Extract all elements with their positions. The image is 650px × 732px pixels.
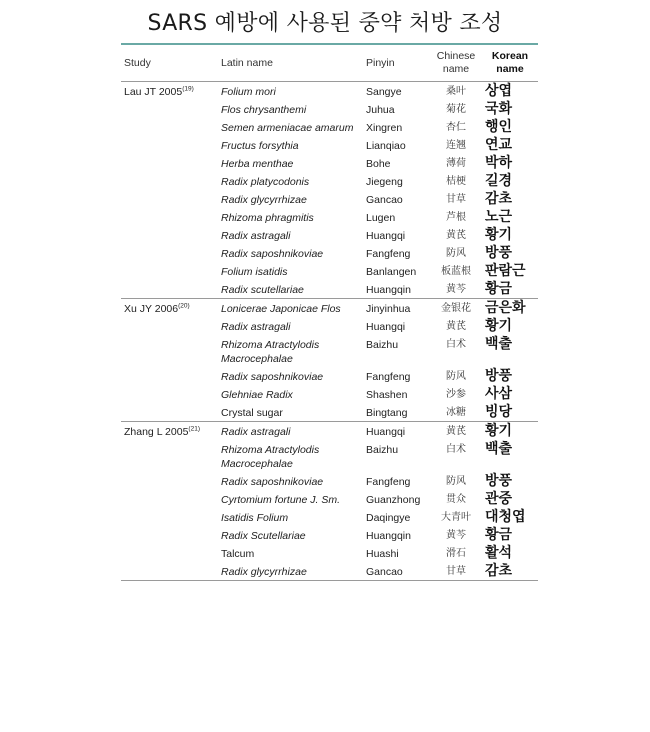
- study-cell: [121, 136, 218, 154]
- table-row: [121, 562, 538, 581]
- table-row: [121, 422, 538, 441]
- korean-name-cell: 행인: [485, 119, 513, 135]
- korean-name-cell: 관중: [485, 491, 513, 507]
- table-row: [121, 385, 538, 403]
- chinese-name-cell: 黄芩: [446, 284, 466, 295]
- chinese-name-cell: 桑叶: [430, 82, 482, 101]
- korean-name-cell: 백출: [485, 336, 513, 352]
- table-row: [121, 244, 538, 262]
- korean-name-cell: 빙당: [485, 404, 513, 420]
- header-korean-name: [482, 44, 538, 82]
- chinese-name-cell: 白术: [446, 444, 466, 455]
- study-cell: [121, 82, 218, 101]
- study-cell: [121, 367, 218, 385]
- table-row: [121, 208, 538, 226]
- herbal-formula-table: [121, 43, 538, 581]
- pinyin-cell: Baizhu: [366, 339, 399, 351]
- latin-name-cell: Radix glycyrrhizae: [218, 562, 363, 581]
- korean-name-cell: 황기: [485, 318, 513, 334]
- latin-name-cell: Radix astragali: [218, 422, 363, 441]
- latin-name-cell: Semen armeniacae amarum: [221, 122, 354, 134]
- table-body: [121, 82, 538, 581]
- korean-name-cell: 황기: [482, 422, 538, 441]
- table-row: [121, 100, 538, 118]
- table-row: [121, 118, 538, 136]
- chinese-name-cell: 黄芩: [446, 530, 466, 541]
- table-row: [121, 526, 538, 544]
- table-row: [121, 367, 538, 385]
- study-cell: [121, 208, 218, 226]
- study-name: Lau JT 2005: [124, 86, 183, 98]
- korean-name-cell: 판람근: [485, 263, 526, 279]
- korean-name-cell: 황금: [485, 527, 513, 543]
- korean-name-cell: 길경: [485, 173, 513, 189]
- table-row: [121, 172, 538, 190]
- study-cell: [121, 472, 218, 490]
- study-cell: [121, 280, 218, 299]
- study-reference: (21): [188, 425, 200, 433]
- header-study: Study: [124, 57, 151, 69]
- chinese-name-cell: 防风: [446, 248, 466, 259]
- pinyin-cell: Fangfeng: [366, 248, 411, 260]
- chinese-name-cell: 杏仁: [446, 122, 466, 133]
- table-row: [121, 317, 538, 335]
- pinyin-cell: Huangqin: [366, 530, 411, 542]
- latin-name-cell: Radix astragali: [221, 230, 291, 242]
- header-chinese-name: [430, 44, 482, 82]
- table-row: [121, 490, 538, 508]
- korean-name-cell: 상엽: [482, 82, 538, 101]
- chinese-name-cell: 板蓝根: [441, 266, 471, 277]
- study-cell: [121, 262, 218, 280]
- study-cell: [121, 244, 218, 262]
- table-row: [121, 226, 538, 244]
- header-chinese-line1: Chinese: [436, 50, 476, 62]
- pinyin-cell: Sangye: [363, 82, 430, 101]
- pinyin-cell: Jinyinhua: [363, 299, 430, 318]
- korean-name-cell: 감초: [482, 562, 538, 581]
- table-row: [121, 280, 538, 299]
- table-row: [121, 472, 538, 490]
- chinese-name-cell: 冰糖: [446, 407, 466, 418]
- korean-name-cell: 사삼: [485, 386, 513, 402]
- chinese-name-cell: 薄荷: [446, 158, 466, 169]
- study-cell: [121, 562, 218, 581]
- chinese-name-cell: 连翘: [446, 140, 466, 151]
- chinese-name-cell: 黄芪: [446, 230, 466, 241]
- latin-name-cell: Radix glycyrrhizae: [221, 194, 307, 206]
- korean-name-cell: 연교: [485, 137, 513, 153]
- pinyin-cell: Jiegeng: [366, 176, 403, 188]
- latin-name-cell: Radix saposhnikoviae: [221, 476, 324, 488]
- pinyin-cell: Fangfeng: [366, 371, 411, 383]
- latin-name-cell: Glehniae Radix: [221, 389, 293, 401]
- korean-name-cell: 활석: [485, 545, 513, 561]
- korean-name-cell: 박하: [485, 155, 513, 171]
- table-row: [121, 335, 538, 367]
- study-cell: [121, 490, 218, 508]
- pinyin-cell: Huangqi: [366, 321, 406, 333]
- header-korean-line1: Korean: [491, 50, 529, 62]
- page-title: SARS 예방에 사용된 중약 처방 조성: [147, 11, 503, 36]
- study-cell: [121, 100, 218, 118]
- pinyin-cell: Bohe: [366, 158, 391, 170]
- study-cell: [121, 190, 218, 208]
- korean-name-cell: 금은화: [482, 299, 538, 318]
- pinyin-cell: Shashen: [366, 389, 408, 401]
- study-cell: [121, 526, 218, 544]
- latin-name-cell: Radix astragali: [221, 321, 291, 333]
- study-cell: [121, 440, 218, 472]
- pinyin-cell: Fangfeng: [366, 476, 411, 488]
- pinyin-cell: Banlangen: [366, 266, 417, 278]
- table-row: [121, 190, 538, 208]
- header-row: [121, 44, 538, 82]
- latin-name-cell: Isatidis Folium: [221, 512, 289, 524]
- table-header: [121, 44, 538, 82]
- study-cell: [121, 172, 218, 190]
- korean-name-cell: 백출: [485, 441, 513, 457]
- pinyin-cell: Huashi: [366, 548, 399, 560]
- chinese-name-cell: 防风: [446, 371, 466, 382]
- chinese-name-cell: 大青叶: [441, 512, 471, 523]
- pinyin-cell: Lugen: [366, 212, 396, 224]
- chinese-name-cell: 滑石: [446, 548, 466, 559]
- study-cell: [121, 403, 218, 422]
- korean-name-cell: 국화: [485, 101, 513, 117]
- korean-name-cell: 대청엽: [485, 509, 526, 525]
- study-reference: (19): [182, 85, 194, 93]
- latin-name-cell: Crystal sugar: [221, 407, 283, 419]
- study-cell: [121, 422, 218, 441]
- table-row: [121, 136, 538, 154]
- latin-name-cell: Rhizoma phragmitis: [221, 212, 314, 224]
- chinese-name-cell: 金银花: [430, 299, 482, 318]
- korean-name-cell: 황기: [485, 227, 513, 243]
- latin-name-cell: Folium isatidis: [221, 266, 288, 278]
- latin-name-cell: Folium mori: [218, 82, 363, 101]
- chinese-name-cell: 防风: [446, 476, 466, 487]
- study-cell: [121, 508, 218, 526]
- korean-name-cell: 방풍: [485, 473, 513, 489]
- table-row: [121, 508, 538, 526]
- table-row: [121, 544, 538, 562]
- latin-name-cell: Radix scutellariae: [221, 284, 304, 296]
- pinyin-cell: Huangqi: [363, 422, 430, 441]
- pinyin-cell: Baizhu: [366, 444, 399, 456]
- pinyin-cell: Huangqin: [366, 284, 411, 296]
- korean-name-cell: 방풍: [485, 245, 513, 261]
- latin-name-cell: Cyrtomium fortune J. Sm.: [221, 494, 341, 506]
- latin-name-cell: Radix platycodonis: [221, 176, 310, 188]
- study-cell: [121, 118, 218, 136]
- chinese-name-cell: 菊花: [446, 104, 466, 115]
- pinyin-cell: Gancao: [363, 562, 430, 581]
- study-cell: [121, 335, 218, 367]
- pinyin-cell: Juhua: [366, 104, 395, 116]
- header-chinese-line2: name: [442, 63, 470, 75]
- latin-name-cell: Talcum: [221, 548, 255, 560]
- study-cell: [121, 317, 218, 335]
- study-name: Zhang L 2005: [124, 426, 189, 438]
- pinyin-cell: Guanzhong: [366, 494, 421, 506]
- header-latin-name: Latin name: [221, 57, 273, 69]
- latin-name-cell: Fructus forsythia: [221, 140, 299, 152]
- chinese-name-cell: 甘草: [446, 194, 466, 205]
- latin-name-cell: Rhizoma Atractylodis Macrocephalae: [221, 444, 320, 470]
- latin-name-cell: Flos chrysanthemi: [221, 104, 307, 116]
- study-cell: [121, 226, 218, 244]
- table-row: [121, 440, 538, 472]
- pinyin-cell: Bingtang: [366, 407, 408, 419]
- pinyin-cell: Xingren: [366, 122, 403, 134]
- chinese-name-cell: 黄芪: [446, 321, 466, 332]
- latin-name-cell: Radix Scutellariae: [221, 530, 306, 542]
- study-reference: (20): [178, 302, 190, 310]
- chinese-name-cell: 芦根: [446, 212, 466, 223]
- korean-name-cell: 방풍: [485, 368, 513, 384]
- chinese-name-cell: 桔梗: [446, 176, 466, 187]
- korean-name-cell: 감초: [485, 191, 513, 207]
- chinese-name-cell: 甘草: [430, 562, 482, 581]
- study-cell: [121, 154, 218, 172]
- pinyin-cell: Gancao: [366, 194, 403, 206]
- study-cell: [121, 544, 218, 562]
- table-row: [121, 299, 538, 318]
- latin-name-cell: Radix saposhnikoviae: [221, 248, 324, 260]
- chinese-name-cell: 沙参: [446, 389, 466, 400]
- pinyin-cell: Daqingye: [366, 512, 411, 524]
- latin-name-cell: Lonicerae Japonicae Flos: [218, 299, 363, 318]
- pinyin-cell: Huangqi: [366, 230, 406, 242]
- study-cell: [121, 299, 218, 318]
- chinese-name-cell: 白术: [446, 339, 466, 350]
- study-name: Xu JY 2006: [124, 303, 179, 315]
- korean-name-cell: 황금: [485, 281, 513, 297]
- latin-name-cell: Radix saposhnikoviae: [221, 371, 324, 383]
- latin-name-cell: Rhizoma Atractylodis Macrocephalae: [221, 339, 320, 365]
- study-cell: [121, 385, 218, 403]
- latin-name-cell: Herba menthae: [221, 158, 294, 170]
- table-row: [121, 82, 538, 101]
- header-korean-line2: name: [496, 63, 524, 75]
- chinese-name-cell: 贯众: [446, 494, 466, 505]
- table-row: [121, 262, 538, 280]
- header-pinyin: Pinyin: [366, 57, 395, 69]
- table-row: [121, 154, 538, 172]
- korean-name-cell: 노근: [485, 209, 513, 225]
- pinyin-cell: Lianqiao: [366, 140, 406, 152]
- table-row: [121, 403, 538, 422]
- chinese-name-cell: 黄芪: [430, 422, 482, 441]
